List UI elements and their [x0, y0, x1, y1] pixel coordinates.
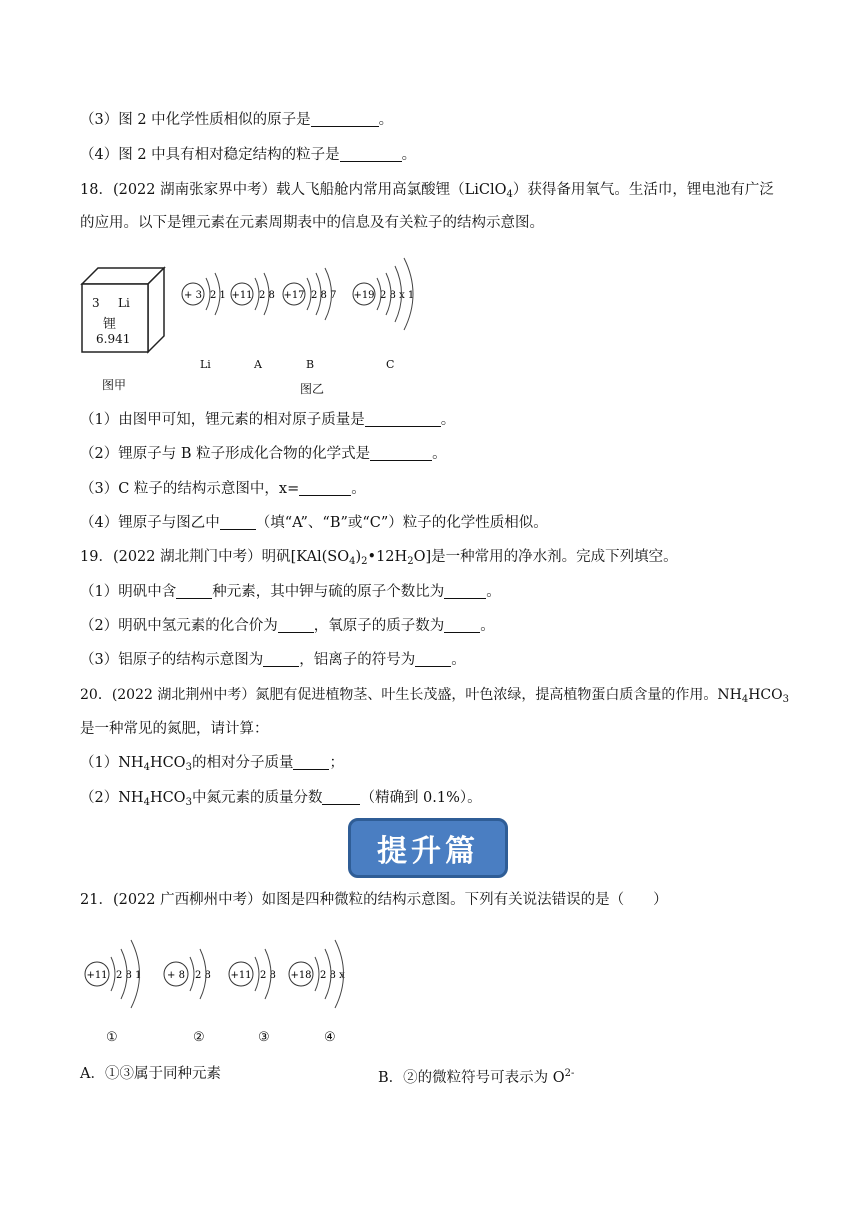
svg-text:+19: +19	[353, 290, 375, 301]
answer-blank[interactable]	[278, 618, 314, 633]
svg-text:2 8: 2 8	[259, 290, 275, 301]
answer-blank[interactable]	[365, 412, 441, 427]
q21-stem: 21．(2022 广西柳州中考）如图是四种微粒的结构示意图。下列有关说法错误的是（ ）	[80, 892, 668, 908]
answer-blank[interactable]	[370, 446, 432, 461]
svg-text:2 8 x: 2 8 x	[320, 970, 345, 981]
atom-diagrams-q21	[78, 926, 378, 1026]
answer-blank[interactable]	[176, 584, 212, 599]
q18-stem-line2: 的应用。以下是锂元素在元素周期表中的信息及有关粒子的结构示意图。	[80, 215, 544, 231]
svg-text:+11: +11	[230, 970, 252, 981]
answer-blank[interactable]	[415, 652, 451, 667]
svg-text:+18: +18	[290, 970, 312, 981]
svg-text:+17: +17	[283, 290, 305, 301]
svg-text:2 8: 2 8	[195, 970, 211, 981]
answer-blank[interactable]	[299, 481, 351, 496]
section-banner: 提升篇	[348, 818, 508, 878]
svg-text:+11: +11	[231, 290, 253, 301]
q17-part3: （3）图 2 中化学性质相似的原子是 。	[80, 112, 394, 128]
particle-2-diagram	[164, 949, 211, 999]
element-atomic-number: 3	[92, 296, 100, 310]
atom-diagrams-fig-b	[176, 248, 436, 348]
answer-blank[interactable]	[444, 584, 486, 599]
svg-text:+ 8: + 8	[167, 970, 185, 981]
q21-option-a[interactable]: A．①③属于同种元素	[80, 1066, 221, 1082]
q18-part2: （2）锂原子与 B 粒子形成化合物的化学式是 。	[80, 446, 447, 462]
q19-part2: （2）明矾中氢元素的化合价为 ，氧原子的质子数为 。	[80, 618, 495, 634]
q19-part3: （3）铝原子的结构示意图为 ，铝离子的符号为 。	[80, 652, 466, 668]
answer-blank[interactable]	[263, 652, 299, 667]
element-symbol: Li	[118, 296, 130, 310]
answer-blank[interactable]	[322, 790, 360, 805]
q20-part1: $(1)NH_4HCO_3$的相对分子质量 ；	[80, 755, 344, 773]
q19-stem: 19．(2022 湖北荆门中考）明矾$[KAl(SO_4)_2•12H_2O]$是一种常用的净水剂。完成下列填空。	[80, 549, 678, 567]
particle-label-4: ④	[324, 1030, 336, 1045]
particle-label-2: ②	[193, 1030, 205, 1045]
svg-text:2 8 1: 2 8 1	[116, 970, 142, 981]
atom-c-diagram	[353, 258, 414, 330]
atom-li-diagram	[182, 273, 226, 315]
q21-option-b[interactable]: B．②的微粒符号可表示为 $O^{2-}$	[378, 1068, 575, 1086]
q19-part1: （1）明矾中含 种元素，其中钾与硫的原子个数比为 。	[80, 584, 501, 600]
answer-blank[interactable]	[293, 755, 329, 770]
atom-b-diagram	[283, 268, 336, 320]
q17-part4: （4）图 2 中具有相对稳定结构的粒子是 。	[80, 147, 417, 163]
caption-figure-b: 图乙	[300, 382, 325, 396]
particle-label-1: ①	[106, 1030, 118, 1045]
particle-1-diagram	[85, 940, 141, 1008]
particle-4-diagram	[289, 940, 345, 1008]
svg-text:+ 3: + 3	[184, 290, 202, 301]
answer-blank[interactable]	[340, 147, 402, 162]
element-name: 锂	[103, 317, 117, 332]
caption-figure-a: 图甲	[102, 378, 127, 392]
q18-part1: （1）由图甲可知，锂元素的相对原子质量是 。	[80, 412, 456, 428]
svg-text:2 8: 2 8	[260, 970, 276, 981]
atom-label-b: B	[306, 358, 315, 371]
atom-label-c: C	[386, 358, 395, 371]
svg-text:2 8 7: 2 8 7	[311, 290, 337, 301]
atom-a-diagram	[231, 273, 275, 315]
q18-part3: （3）C 粒子的结构示意图中，x= 。	[80, 481, 366, 497]
q18-stem-line1: 18．(2022 湖南张家界中考）载人飞船舱内常用高氯酸锂（LiClO$_4$）获得备用氧气。生活巾，锂电池有广泛	[80, 182, 774, 200]
atom-label-a: A	[254, 358, 262, 371]
q20-stem-line1: 20．(2022 湖北荆州中考）氮肥有促进植物茎、叶生长茂盛，叶色浓绿，提高植物蛋白质含量的作用。$NH_4HCO_3$	[80, 687, 789, 705]
q18-part4: （4）锂原子与图乙中 （填“A”、“B”或“C”）粒子的化学性质相似。	[80, 515, 548, 531]
svg-text:2 8 x 1: 2 8 x 1	[380, 290, 415, 301]
atom-label-li: Li	[200, 358, 211, 371]
svg-text:+11: +11	[86, 970, 108, 981]
particle-label-3: ③	[258, 1030, 270, 1045]
element-mass: 6.941	[96, 332, 131, 346]
particle-3-diagram	[229, 949, 276, 999]
q20-stem-line2: 是一种常见的氮肥，请计算：	[80, 721, 269, 737]
q20-part2: $(2)NH_4HCO_3$中氮元素的质量分数 （精确到 0.1%）。	[80, 790, 482, 808]
answer-blank[interactable]	[220, 515, 256, 530]
answer-blank[interactable]	[444, 618, 480, 633]
answer-blank[interactable]	[311, 112, 379, 127]
svg-text:2 1: 2 1	[210, 290, 226, 301]
